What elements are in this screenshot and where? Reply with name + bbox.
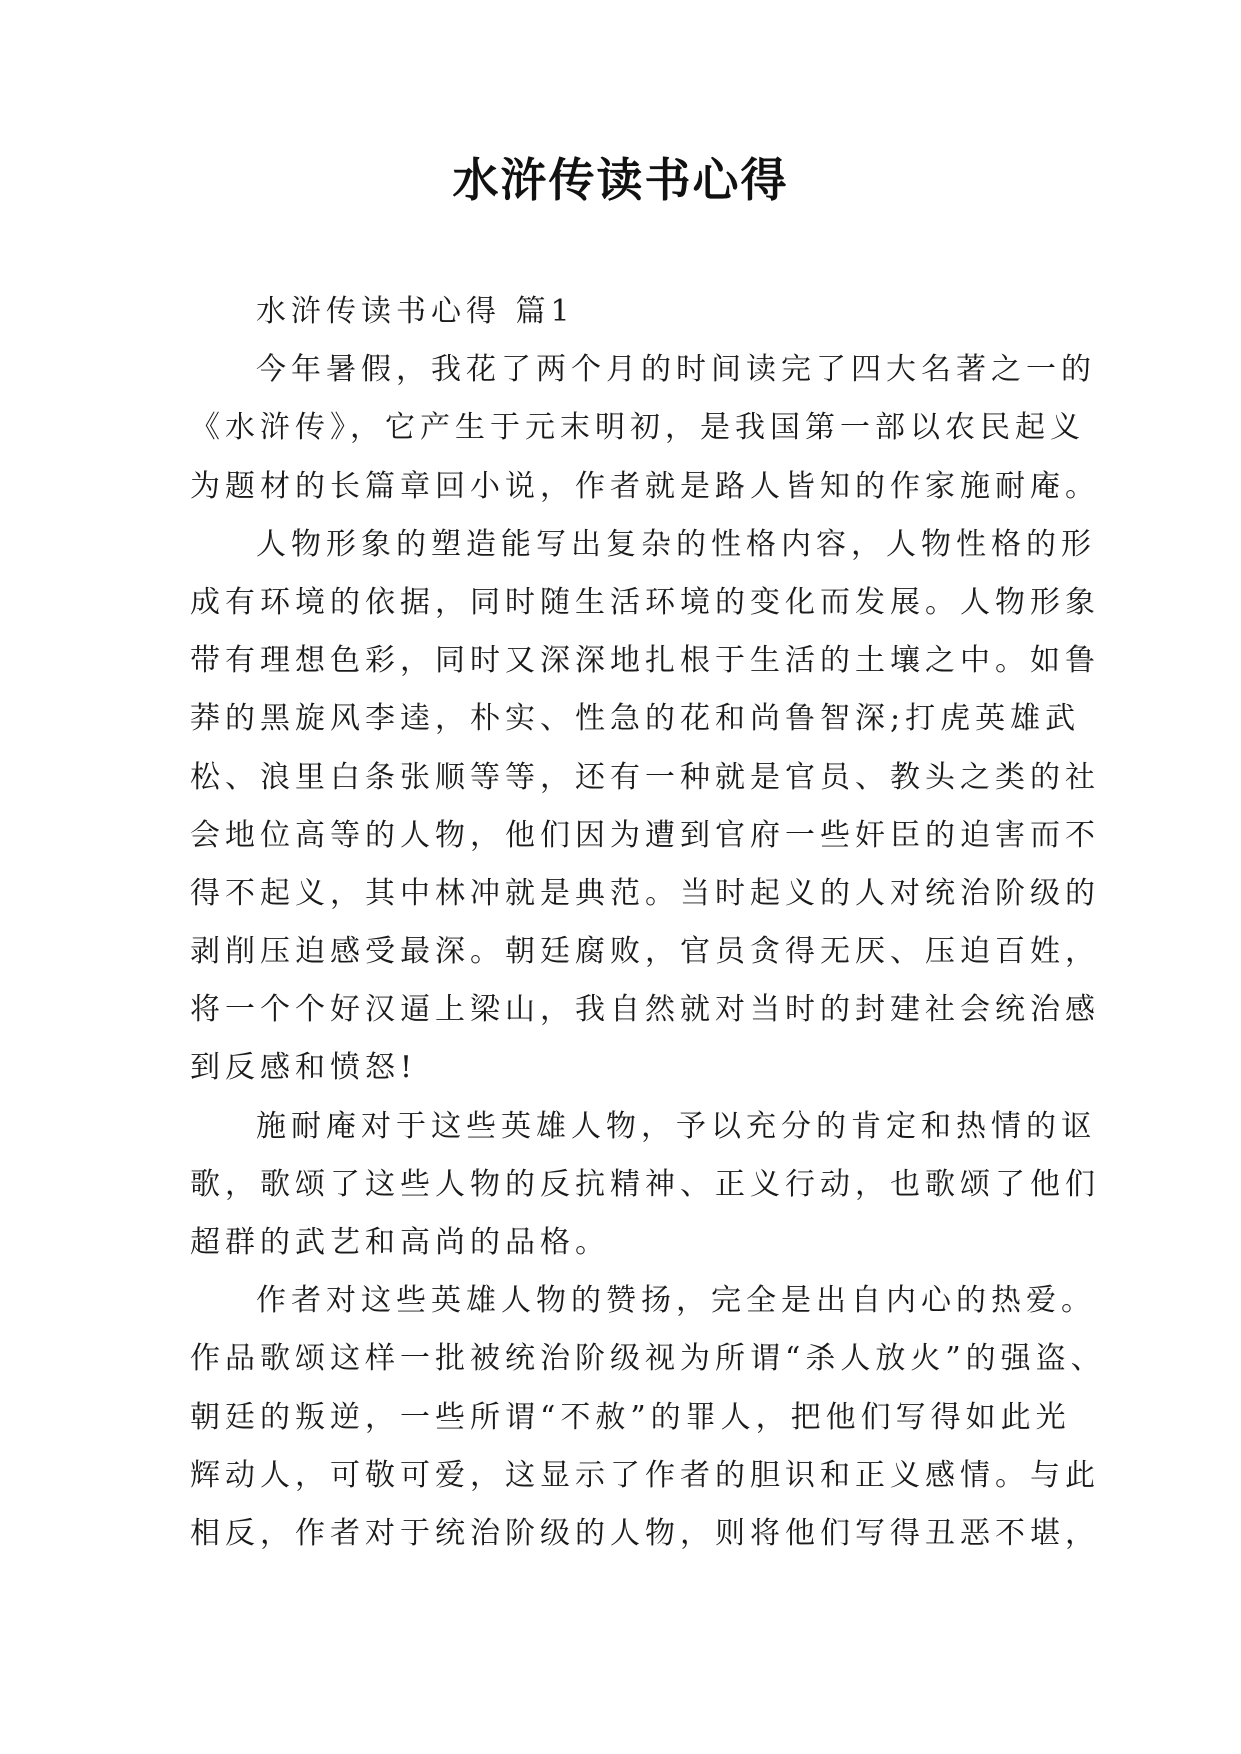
paragraph-line: 施耐庵对于这些英雄人物，予以充分的肯定和热情的讴 (256, 1108, 1096, 1144)
paragraph-line: 相反，作者对于统治阶级的人物，则将他们写得丑恶不堪， (190, 1515, 1100, 1551)
document-body (190, 283, 1106, 1563)
paragraph-line: 将一个个好汉逼上梁山，我自然就对当时的封建社会统治感 (190, 992, 1100, 1028)
paragraph-line: 超群的武艺和高尚的品格。 (190, 1225, 610, 1260)
paragraph-line: 《水浒传》，它产生于元末明初，是我国第一部以农民起义 (190, 410, 1085, 446)
paragraph-line: 作者对这些英雄人物的赞扬，完全是出自内心的热爱。 (256, 1283, 1096, 1319)
paragraph-line: 歌，歌颂了这些人物的反抗精神、正义行动，也歌颂了他们 (190, 1166, 1100, 1202)
paragraph-line: 带有理想色彩，同时又深深地扎根于生活的土壤之中。如鲁 (190, 643, 1100, 679)
paragraph-line: 朝廷的叛逆，一些所谓“不赦”的罪人，把他们写得如此光 (190, 1399, 1071, 1435)
paragraph-line: 松、浪里白条张顺等等，还有一种就是官员、教头之类的社 (190, 759, 1100, 795)
paragraph-line: 莽的黑旋风李逵，朴实、性急的花和尚鲁智深;打虎英雄武 (190, 701, 1081, 737)
document-title: 水浒传读书心得 (452, 153, 789, 207)
paragraph-line: 成有环境的依据，同时随生活环境的变化而发展。人物形象 (190, 584, 1100, 620)
paragraph-line: 人物形象的塑造能写出复杂的性格内容，人物性格的形 (256, 526, 1096, 562)
paragraph-line: 剥削压迫感受最深。朝廷腐败，官员贪得无厌、压迫百姓， (190, 934, 1100, 970)
paragraph-line: 得不起义，其中林冲就是典范。当时起义的人对统治阶级的 (190, 875, 1100, 911)
paragraph-line: 会地位高等的人物，他们因为遭到官府一些奸臣的迫害而不 (190, 817, 1100, 853)
paragraph-line: 今年暑假，我花了两个月的时间读完了四大名著之一的 (256, 352, 1096, 388)
paragraph-line: 到反感和愤怒! (190, 1050, 418, 1086)
paragraph-line: 辉动人，可敬可爱，这显示了作者的胆识和正义感情。与此 (190, 1457, 1100, 1493)
section-heading: 水浒传读书心得 篇1 (256, 294, 575, 329)
paragraph-line: 为题材的长篇章回小说，作者就是路人皆知的作家施耐庵。 (190, 468, 1100, 504)
paragraph-line: 作品歌颂这样一批被统治阶级视为所谓“杀人放火”的强盗、 (190, 1341, 1106, 1377)
